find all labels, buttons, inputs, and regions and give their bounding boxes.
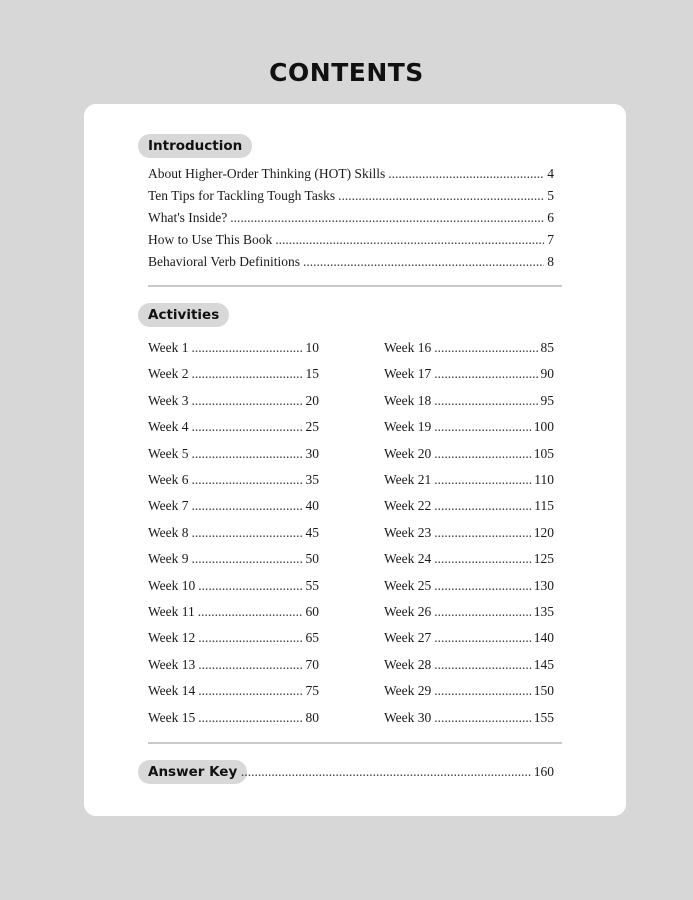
- leader-dots: [198, 576, 302, 596]
- page-number: 15: [305, 366, 319, 382]
- leader-dots: [192, 444, 303, 464]
- entry-label: About Higher-Order Thinking (HOT) Skills: [148, 166, 386, 181]
- page-number: 145: [533, 656, 554, 672]
- week-entry: [384, 391, 554, 411]
- answer-key-entry: [238, 762, 554, 782]
- leader-dots: [434, 708, 530, 728]
- entry-label: Week 14: [148, 683, 196, 699]
- page-number: 110: [534, 472, 554, 487]
- entry-label: Week 19: [384, 419, 432, 435]
- toc-entry: [148, 252, 554, 272]
- leader-dots: [198, 708, 302, 728]
- week-entry: [148, 681, 319, 701]
- page-number: 160: [533, 764, 554, 779]
- entry-label: Week 10: [148, 577, 196, 593]
- leader-dots: [434, 681, 530, 701]
- page-number: 85: [540, 340, 554, 355]
- entry-label: Week 26: [384, 604, 432, 619]
- leader-dots: [434, 549, 530, 569]
- page-number: 70: [305, 656, 319, 672]
- page-number: 65: [305, 630, 319, 646]
- leader-dots: [434, 364, 537, 384]
- week-entry: [148, 417, 319, 437]
- leader-dots: [192, 496, 303, 516]
- page-number: 80: [305, 709, 319, 725]
- week-entry: [384, 338, 554, 358]
- entry-label: Week 22: [384, 498, 432, 514]
- week-entry: [148, 470, 319, 490]
- entry-label: Week 18: [384, 392, 432, 408]
- leader-dots: [192, 391, 303, 411]
- week-entry: [384, 549, 554, 569]
- week-entry: [384, 628, 554, 648]
- entry-label: Week 8: [148, 524, 189, 540]
- section-divider: [148, 742, 562, 744]
- leader-dots: [338, 186, 544, 206]
- leader-dots: [275, 230, 544, 250]
- section-divider: [148, 285, 562, 287]
- leader-dots: [198, 655, 302, 675]
- page-title: CONTENTS: [269, 58, 424, 87]
- entry-label: Week 20: [384, 445, 432, 461]
- entry-label: Week 17: [384, 366, 432, 382]
- page-number: 25: [305, 419, 319, 435]
- week-entry: [148, 602, 319, 622]
- week-entry: [148, 576, 319, 596]
- contents-card: [84, 104, 626, 816]
- page-number: 20: [305, 392, 319, 408]
- entry-label: Week 12: [148, 630, 196, 646]
- leader-dots: [198, 628, 302, 648]
- entry-label: Week 11: [148, 604, 195, 619]
- toc-entry: [148, 208, 554, 228]
- page-number: 150: [533, 683, 554, 699]
- entry-label: Week 7: [148, 498, 189, 514]
- entry-label: Week 6: [148, 472, 189, 487]
- week-entry: [384, 655, 554, 675]
- week-entry: [148, 391, 319, 411]
- page-number: 75: [305, 683, 319, 699]
- entry-label: Week 15: [148, 709, 196, 725]
- page-number: 10: [305, 340, 319, 355]
- leader-dots: [192, 523, 303, 543]
- week-entry: [148, 549, 319, 569]
- week-entry: [148, 523, 319, 543]
- leader-dots: [388, 164, 544, 184]
- page-number: 155: [533, 709, 554, 725]
- page-number: 40: [305, 498, 319, 514]
- leader-dots: [434, 444, 530, 464]
- page-number: 125: [533, 551, 554, 567]
- page-number: 115: [534, 498, 554, 514]
- page-number: 4: [547, 166, 554, 181]
- leader-dots: [192, 549, 303, 569]
- leader-dots: [192, 364, 303, 384]
- leader-dots: [198, 602, 303, 622]
- week-entry: [148, 496, 319, 516]
- week-entry: [384, 444, 554, 464]
- week-entry: [148, 628, 319, 648]
- page-number: 5: [547, 188, 554, 203]
- entry-label: Week 25: [384, 577, 432, 593]
- entry-label: Week 23: [384, 524, 432, 540]
- entry-label: Week 29: [384, 683, 432, 699]
- entry-label: How to Use This Book: [148, 232, 273, 247]
- leader-dots: [303, 252, 544, 272]
- entry-label: Week 13: [148, 656, 196, 672]
- introduction-heading: Introduction: [138, 134, 252, 158]
- leader-dots: [192, 470, 303, 490]
- page-number: 140: [533, 630, 554, 646]
- page-number: 8: [547, 254, 554, 269]
- entry-label: Week 30: [384, 709, 432, 725]
- week-entry: [384, 576, 554, 596]
- toc-entry: [148, 230, 554, 250]
- page-number: 95: [540, 392, 554, 408]
- entry-label: Week 5: [148, 445, 189, 461]
- entry-label: Week 4: [148, 419, 189, 435]
- week-entry: [384, 470, 554, 490]
- page-number: 45: [305, 524, 319, 540]
- page-number: 105: [533, 445, 554, 461]
- entry-label: Week 21: [384, 472, 432, 487]
- page-number: 90: [540, 366, 554, 382]
- page-number: 130: [533, 577, 554, 593]
- page-number: 60: [305, 604, 319, 619]
- toc-entry: [148, 186, 554, 206]
- entry-label: Week 1: [148, 340, 189, 355]
- week-entry: [384, 523, 554, 543]
- leader-dots: [434, 496, 531, 516]
- page-number: 135: [533, 604, 554, 619]
- week-entry: [384, 496, 554, 516]
- week-entry: [384, 417, 554, 437]
- week-entry: [384, 602, 554, 622]
- entry-label: Behavioral Verb Definitions: [148, 254, 300, 269]
- leader-dots: [434, 602, 530, 622]
- entry-label: Week 28: [384, 656, 432, 672]
- leader-dots: [434, 628, 530, 648]
- week-entry: [148, 655, 319, 675]
- page-number: 50: [305, 551, 319, 567]
- week-entry: [384, 364, 554, 384]
- leader-dots: [434, 391, 537, 411]
- leader-dots: [434, 576, 530, 596]
- week-entry: [148, 338, 319, 358]
- toc-entry: [148, 164, 554, 184]
- page-number: 6: [547, 210, 554, 225]
- week-entry: [148, 364, 319, 384]
- week-entry: [148, 708, 319, 728]
- entry-label: What's Inside?: [148, 210, 228, 225]
- page-number: 35: [305, 472, 319, 487]
- week-entry: [384, 708, 554, 728]
- entry-label: Week 2: [148, 366, 189, 382]
- leader-dots: [434, 655, 530, 675]
- activities-heading: Activities: [138, 303, 229, 327]
- entry-label: Week 3: [148, 392, 189, 408]
- page-number: 30: [305, 445, 319, 461]
- leader-dots: [230, 208, 544, 228]
- entry-label: Week 9: [148, 551, 189, 567]
- entry-label: Ten Tips for Tackling Tough Tasks: [148, 188, 336, 203]
- week-entry: [148, 444, 319, 464]
- leader-dots: [434, 523, 530, 543]
- entry-label: Week 24: [384, 551, 432, 567]
- week-entry: [384, 681, 554, 701]
- page-number: 120: [533, 524, 554, 540]
- page-number: 7: [547, 232, 554, 247]
- page-number: 100: [533, 419, 554, 435]
- leader-dots: [192, 417, 303, 437]
- entry-label: Week 27: [384, 630, 432, 646]
- leader-dots: [434, 470, 531, 490]
- page-number: 55: [305, 577, 319, 593]
- leader-dots: [434, 417, 530, 437]
- leader-dots: [434, 338, 537, 358]
- leader-dots: [198, 681, 302, 701]
- leader-dots: [192, 338, 303, 358]
- leader-dots: [241, 762, 531, 782]
- entry-label: Week 16: [384, 340, 432, 355]
- answer-key-heading: Answer Key: [138, 760, 247, 784]
